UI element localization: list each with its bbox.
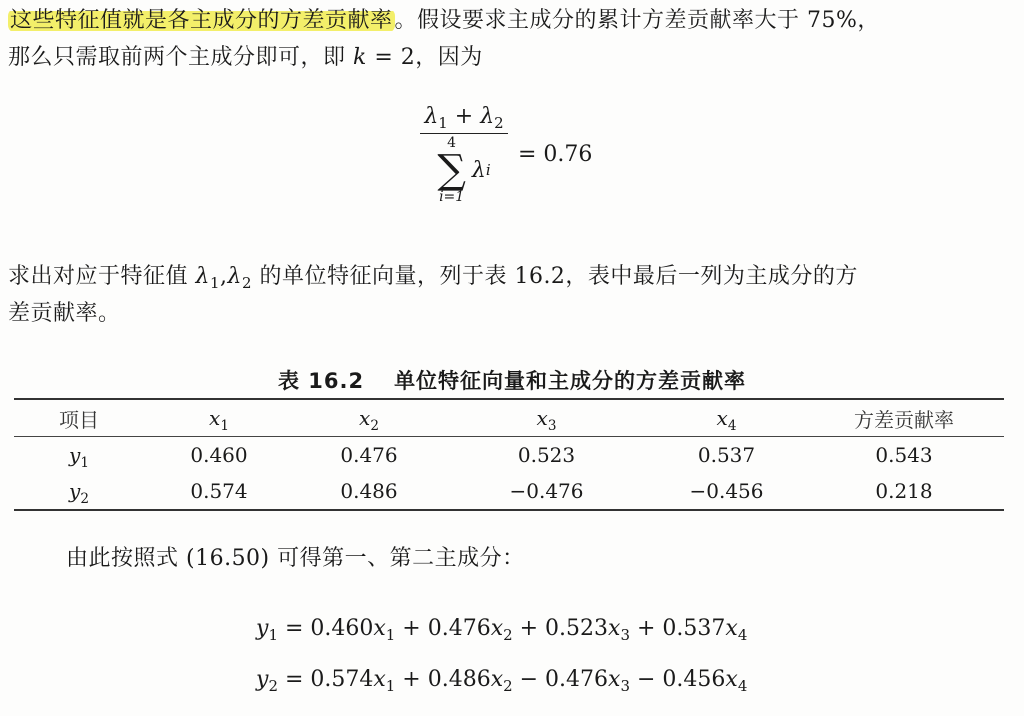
table-cell: 0.486: [340, 479, 398, 503]
table-cell: 0.460: [190, 443, 248, 467]
formula-fraction: [420, 104, 508, 204]
table-cell: 0.523: [517, 443, 576, 467]
table-cell: −0.476: [509, 479, 584, 503]
header-x1: $x_1$: [209, 406, 229, 434]
intro-line2: 那么只需取前两个主成分即可，即: [8, 45, 346, 70]
table-header-row: [14, 399, 1004, 437]
table-cell: 0.476: [340, 443, 398, 467]
caption-title: 单位特征向量和主成分的方差贡献率: [394, 369, 747, 393]
formula-denominator: 4 ∑ i=1 λ i: [437, 135, 491, 205]
header-x4: $x_4$: [716, 406, 737, 434]
paragraph-principal-components: 由此按照式 (16.50) 可得第一、第二主成分：: [66, 546, 525, 571]
header-x3: $x_3$: [536, 406, 557, 434]
table-cell: −0.456: [689, 479, 764, 503]
intro-rest: 。假设要求主成分的累计方差贡献率大于 75%，: [394, 8, 880, 33]
row-label: $y_1$: [69, 443, 89, 471]
caption-number: 表 16.2: [277, 369, 365, 393]
paragraph-eigenvectors: 求出对应于特征值 $\lambda_1,\lambda_2$ 的单位特征向量，列于表 16.2，表中最后一列为主成分的方 差贡献率。: [8, 264, 858, 326]
contribution-formula: [420, 104, 592, 204]
header-x2: $x_2$: [359, 406, 379, 434]
formula-numerator: $\lambda_1 + \lambda_2$: [424, 104, 504, 133]
sum-lower: i=1: [439, 189, 465, 205]
header-item: 项目: [59, 407, 99, 432]
lambda-symbols: $\lambda_1,\lambda_2$: [195, 264, 252, 293]
k-equals: = 2，因为: [366, 45, 483, 70]
table-row: [14, 437, 1004, 474]
table-row: [14, 473, 1004, 510]
table-cell: 0.574: [190, 479, 248, 503]
equation-y1: $y_1 = 0.460x_1 + 0.476x_2 + 0.523x_3 + 0.537x_4$: [256, 616, 748, 645]
formula-result: = 0.76: [518, 141, 593, 167]
summation: [437, 136, 466, 204]
paragraph-intro: [8, 2, 1008, 76]
table-cell: 0.537: [697, 443, 756, 467]
equation-y2: $y_2 = 0.574x_1 + 0.486x_2 - 0.476x_3 - 0.456x_4$: [256, 667, 748, 696]
highlighted-text: 这些特征值就是各主成分的方差贡献率: [10, 8, 393, 33]
header-rate: 方差贡献率: [854, 407, 954, 432]
row-label: $y_2$: [69, 479, 89, 507]
k-variable: k: [353, 45, 367, 70]
sum-upper: 4: [447, 135, 457, 151]
sum-symbol: ∑: [437, 147, 466, 193]
table-cell: 0.543: [875, 443, 933, 467]
table-caption: [0, 365, 1024, 395]
eigenvector-table: [14, 398, 1004, 511]
table-cell: 0.218: [875, 479, 933, 503]
